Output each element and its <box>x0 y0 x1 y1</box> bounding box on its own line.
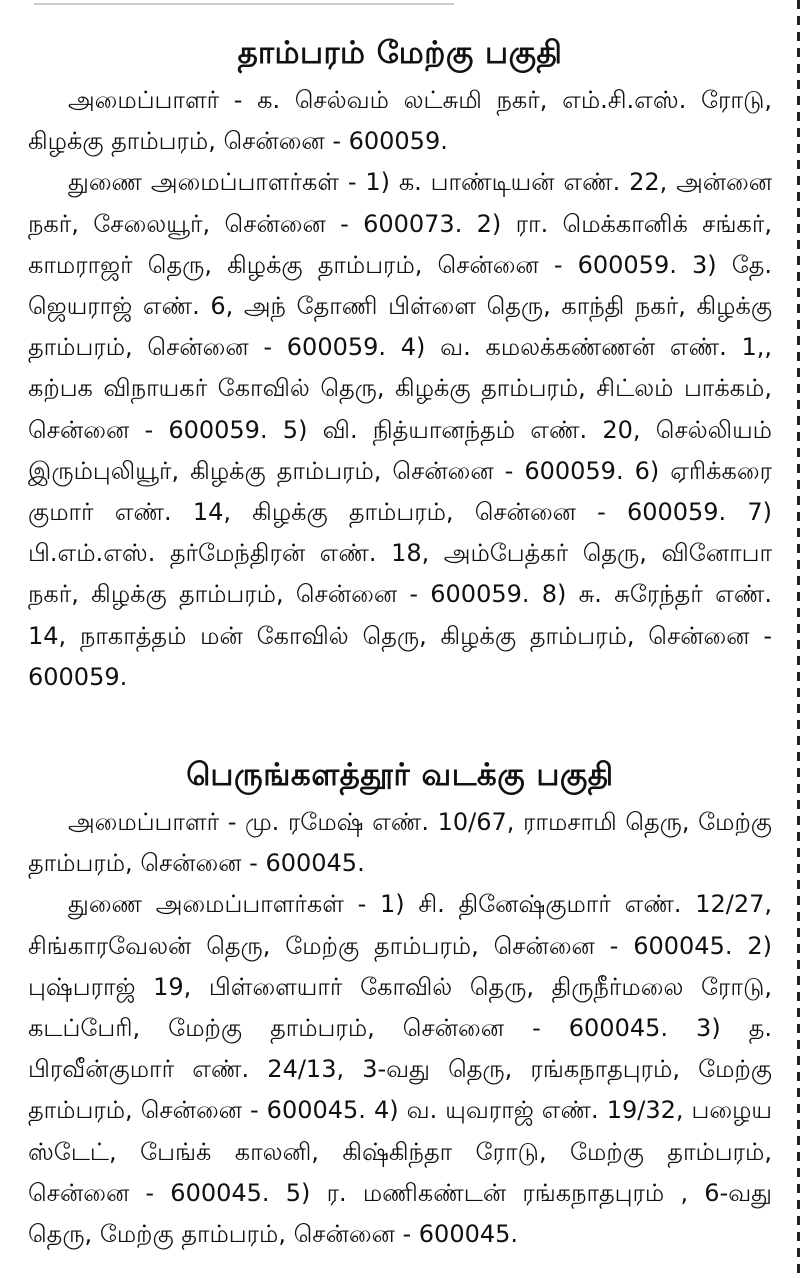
section-perungalathur-north <box>28 752 772 1255</box>
organizer-paragraph: அமைப்பாளர் - க. செல்வம் லட்சுமி நகர், எம்.சி.எஸ். ரோடு, கிழக்கு தாம்பரம், சென்னை - 600059. <box>28 86 772 156</box>
section-heading: பெருங்களத்தூர் வடக்கு பகுதி <box>186 757 614 793</box>
cut-off-previous-text <box>34 0 454 5</box>
deputy-organizers-paragraph: துணை அமைப்பாளர்கள் - 1) சி. தினேஷ்குமார் எண். 12/27, சிங்காரவேலன் தெரு, மேற்கு தாம்பரம், சென்னை - 600045. 2) புஷ்பராஜ் 19, பிள்ளையார் கோவில் தெரு, திருநீர்மலை ரோடு, கடப்பேரி, மேற்கு தாம்பரம், சென்னை - 600045. 3) த. பிரவீன்குமார் எண். 24/13, 3-வது தெரு, ரங்கநாதபுரம், மேற்கு தாம்பரம், சென்னை - 600045. 4) வ. யுவராஜ் எண். 19/32, பழைய ஸ்டேட், பேங்க் காலனி, கிஷ்கிந்தா ரோடு, மேற்கு தாம்பரம், சென்னை - 600045. 5) ர. மணிகண்டன் ரங்கநாதபுரம் , 6-வது தெரு, மேற்கு தாம்பரம், சென்னை - 600045. <box>28 890 772 1249</box>
organizer-paragraph: அமைப்பாளர் - மு. ரமேஷ் எண். 10/67, ராமசாமி தெரு, மேற்கு தாம்பரம், சென்னை - 600045. <box>28 808 772 878</box>
section-tambaram-west <box>28 30 772 698</box>
deputy-organizers-paragraph: துணை அமைப்பாளர்கள் - 1) க. பாண்டியன் எண். 22, அன்னை நகர், சேலையூர், சென்னை - 600073. 2) ரா. மெக்கானிக் சங்கர், காமராஜர் தெரு, கிழக்கு தாம்பரம், சென்னை - 600059. 3) தே. ஜெயராஜ் எண். 6, அந் தோணி பிள்ளை தெரு, காந்தி நகர், கிழக்கு தாம்பரம், சென்னை - 600059. 4) வ. கமலக்கண்ணன் எண். 1,, கற்பக விநாயகர் கோவில் தெரு, கிழக்கு தாம்பரம், சிட்லம் பாக்கம், சென்னை - 600059. 5) வி. நித்யானந்தம் எண். 20, செல்லியம் இரும்புலியூர், கிழக்கு தாம்பரம், சென்னை - 600059. 6) ஏரிக்கரை குமார் எண். 14, கிழக்கு தாம்பரம், சென்னை - 600059. 7) பி.எம்.எஸ். தர்மேந்திரன் எண். 18, அம்பேத்கர் தெரு, வினோபா நகர், கிழக்கு தாம்பரம், சென்னை - 600059. 8) சு. சுரேந்தர் எண். 14, நாகாத்தம் மன் கோவில் தெரு, கிழக்கு தாம்பரம், சென்னை - 600059. <box>28 168 772 691</box>
section-heading: தாம்பரம் மேற்கு பகுதி <box>237 35 563 71</box>
